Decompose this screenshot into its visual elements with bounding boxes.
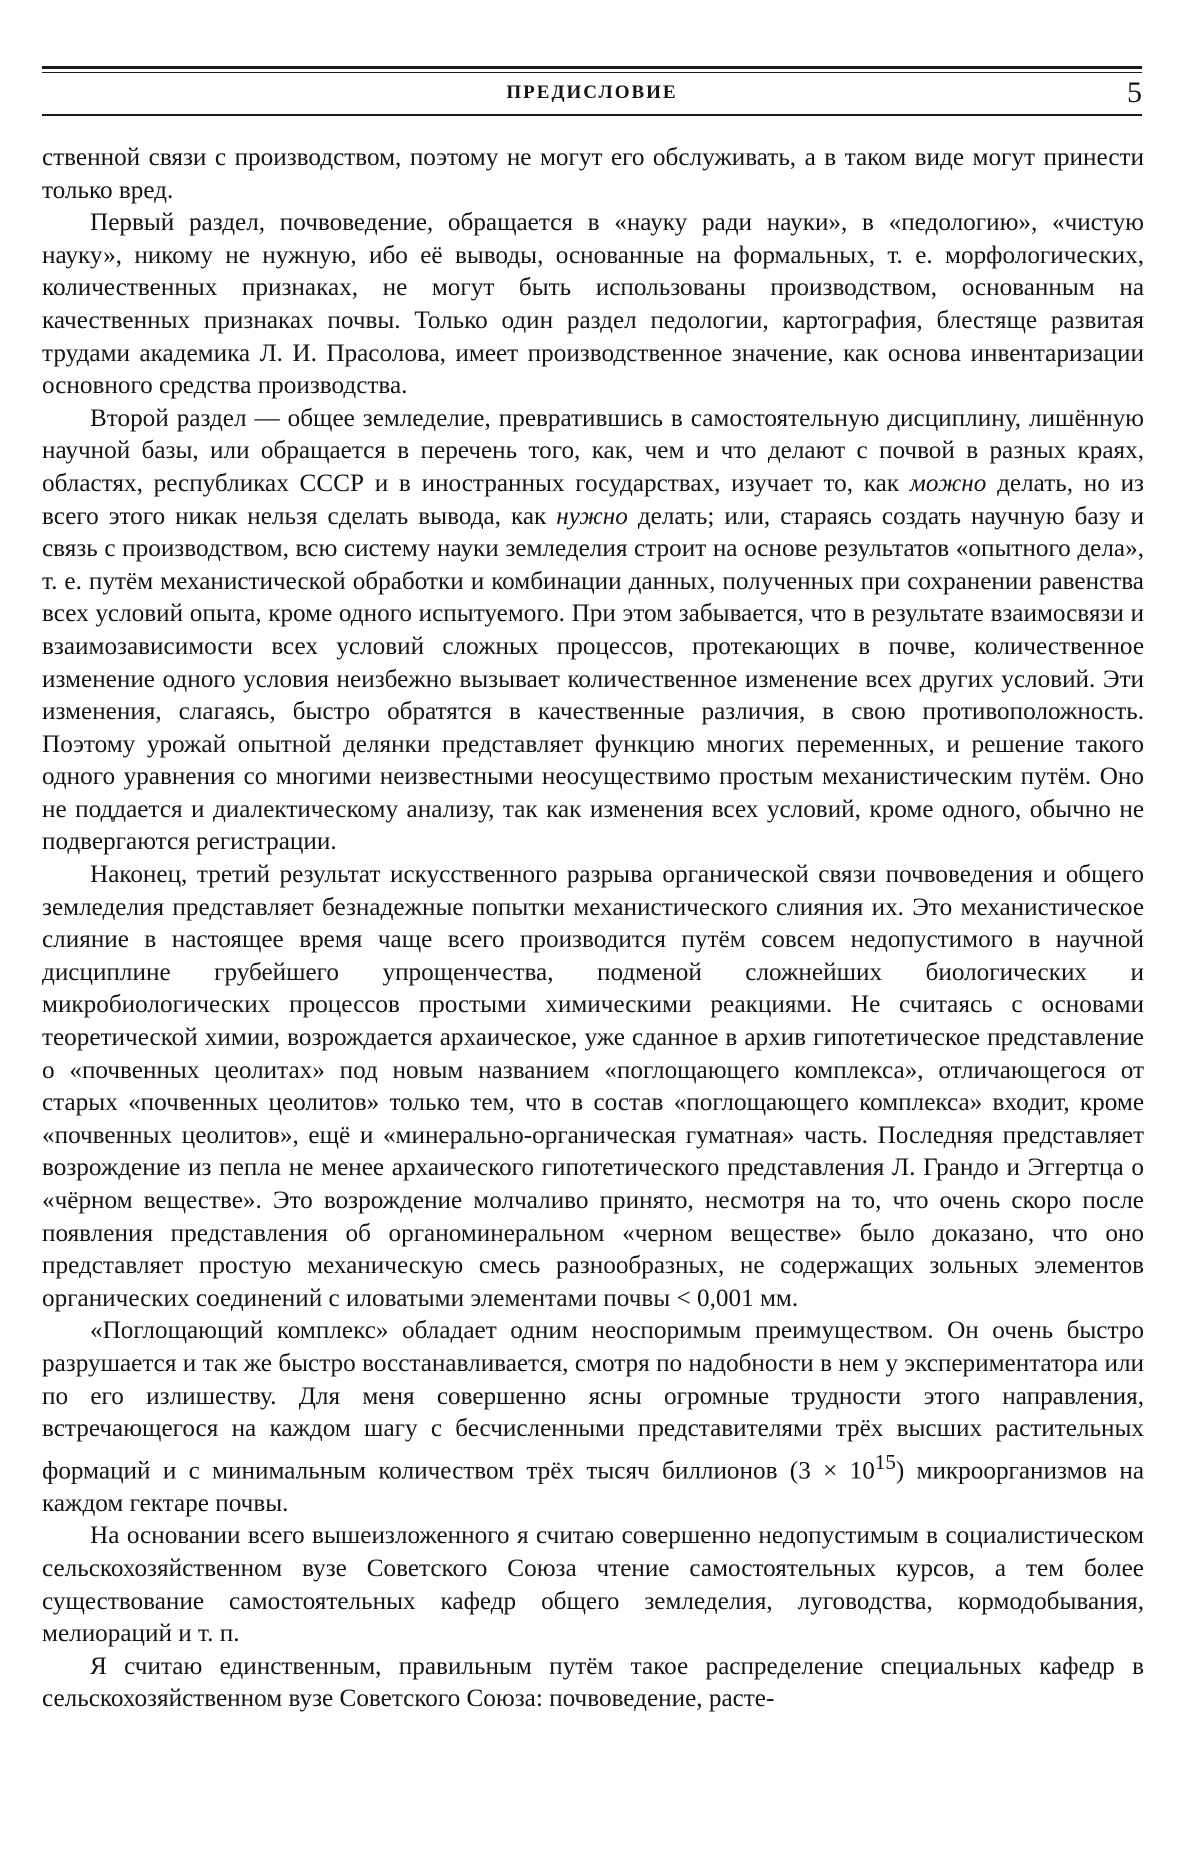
paragraph-text: делать; или, стараясь создать научную базу и связь с производством, всю систему науки земледелия строит на основе результатов «опытного дела», т. е. путём механистической обработки и комбинации данных, полученных при сохранении равенства всех условий опыта, кроме одного испытуемого. При этом забывается, что в результате взаимосвязи и взаимозависимости всех условий сложных процессов, протекающих в почве, количественное изменение одного условия неизбежно вызывает количественное изменение всех других условий. Эти изменения, слагаясь, быстро обратятся в качественные различия, в свою противоположность. Поэтому урожай опытной делянки представляет функцию многих переменных, и решение такого одного уравнения со многими неизвестными неосуществимо простым механистическим путём. Оно не поддается и диалектическому анализу, так как изменения всех условий, кроме одного, обычно не подвергаются регистрации.: [42, 503, 1144, 856]
exponent: 15: [875, 1450, 896, 1474]
paragraph-text: делать, но из всего этого никак нельзя сделать вывода, как: [42, 470, 1144, 530]
italic-word-mozhno: можно: [910, 470, 987, 497]
page-number: 5: [1127, 76, 1142, 110]
paragraph-text: ) микроорганизмов на каждом гектаре почвы.: [42, 1457, 1144, 1517]
paragraph-absorbing-complex: [42, 1315, 1144, 1520]
paragraph-text: Второй раздел — общее земледелие, превратившись в самостоятельную дисциплину, лишённую научной базы, или обращается в перечень того, как, чем и что делают с почвой в разных краях, областях, республиках СССР и в иностранных государствах, изучает то, как: [42, 405, 1144, 497]
header-rule-thin: [42, 72, 1142, 73]
italic-word-nuzhno: нужно: [556, 503, 628, 530]
paragraph-text: «Поглощающий комплекс» обладает одним неоспоримым преимуществом. Он очень быстро разрушается и так же быстро восстанавливается, смотря по надобности в нем у экспериментатора или по его излишеству. Для меня совершенно ясны огромные трудности этого направления, встречающегося на каждом шагу с бесчисленными представителями трёх высших растительных формаций и с минимальным количеством трёх тысяч биллионов (3 × 10: [42, 1317, 1144, 1484]
paragraph-third-result: Наконец, третий результат искусственного разрыва органической связи почвоведения и общего земледелия представляет безнадежные попытки механистического слияния их. Это механистическое слияние в настоящее время чаще всего производится путём совсем недопустимого в научной дисциплине грубейшего упрощенчества, подменой сложнейших биологических и микробиологических процессов простыми химическими реакциями. Не считаясь с основами теоретической химии, возрождается архаическое, уже сданное в архив гипотетическое представление о «почвенных цеолитах» под новым названием «поглощающего комплекса», отличающегося от старых «почвенных цеолитов» только тем, что в состав «поглощающего комплекса» входит, кроме «почвенных цеолитов», ещё и «минерально-органическая гуматная» часть. Последняя представляет возрождение из пепла не менее архаического гипотетического представления Л. Грандо и Эггертца о «чёрном веществе». Это возрождение молчаливо принято, несмотря на то, что очень скоро после появления представления об органоминеральном «черном веществе» было доказано, что оно представляет простую механическую смесь разнообразных, не содержащих зольных элементов органических соединений с иловатыми элементами почвы < 0,001 мм.: [42, 859, 1144, 1315]
paragraph-conclusion: На основании всего вышеизложенного я считаю совершенно недопустимым в социалистическом сельскохозяйственном вузе Советского Союза чтение самостоятельных курсов, а тем более существование самостоятельных кафедр общего земледелия, луговодства, кормодобывания, мелиораций и т. п.: [42, 1520, 1144, 1650]
body-text: [42, 142, 1144, 1716]
paragraph-second-section: [42, 403, 1144, 859]
header-underline: [42, 114, 1142, 116]
running-title: ПРЕДИСЛОВИЕ: [42, 82, 1142, 104]
book-page: [0, 0, 1200, 1873]
header-rule-thick: [42, 66, 1142, 69]
paragraph-proposal: Я считаю единственным, правильным путём такое распределение специальных кафедр в сельскохозяйственном вузе Советского Союза: почвоведение, расте-: [42, 1651, 1144, 1716]
paragraph-first-section: Первый раздел, почвоведение, обращается в «науку ради науки», в «педологию», «чистую науку», никому не нужную, ибо её выводы, основанные на формальных, т. е. морфологических, количественных признаках, не могут быть использованы производством, основанным на качественных признаках почвы. Только один раздел педологии, картография, блестяще развитая трудами академика Л. И. Прасолова, имеет производственное значение, как основа инвентаризации основного средства производства.: [42, 207, 1144, 403]
running-header: [42, 80, 1142, 114]
paragraph-continuation: ственной связи с производством, поэтому не могут его обслуживать, а в таком виде могут принести только вред.: [42, 142, 1144, 207]
